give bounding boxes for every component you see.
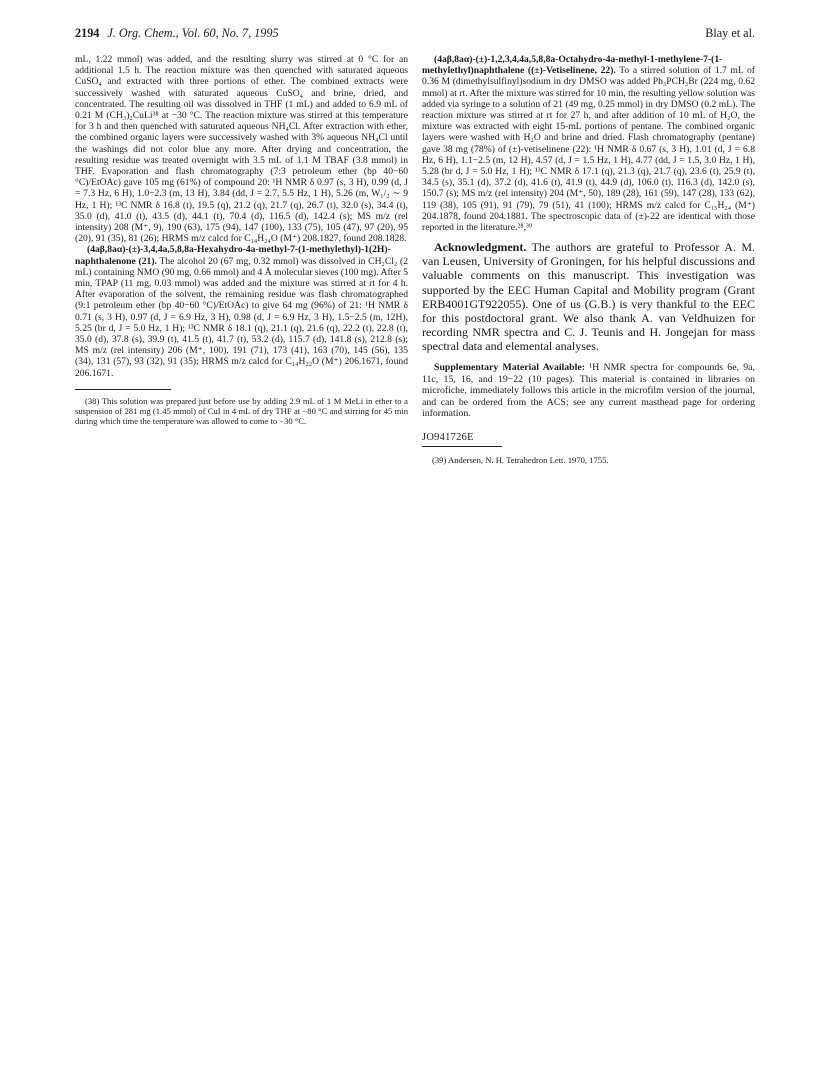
acknowledgment-body: The authors are grateful to Professor A. M. van Leusen, University of Groningen, for his helpful discussions and valuable comments on this manuscript. This investigation was supported by the EEC Human Capital and Mobility program (Grant ERB4001GT922055). One of us (G.B.) is very thankful to the EEC for this postdoctoral grant. We also thank A. van Veldhuizen for recording NMR spectra and C. J. Teunis and H. Jongejan for mass spectral data and elemental analyses. (422, 240, 755, 353)
footnote-38: (38) This solution was prepared just before use by adding 2.9 mL of 1 M MeLi in ether to a suspension of 281 mg (1.45 mmol) of CuI in 4 mL of dry THF at −80 °C and stirring for 45 min during which time the temperature was allowed to come to −30 °C. (75, 395, 408, 426)
experimental-paragraph-compound-21 (75, 244, 408, 378)
compound-22-body: To a stirred solution of 1.7 mL of 0.36 M (dimethylsulfinyl)sodium in dry DMSO was added Ph₃PCH₃Br (224 mg, 0.62 mmol) at rt. After the mixture was stirred for 10 min, the resulting yellow solution was added via syringe to a solution of 21 (49 mg, 0.25 mmol) in dry DMSO (0.2 mL). The reaction mixture was stirred at rt for 27 h, and after addition of 10 mL of H₂O, the mixture was extracted with eight 15-mL portions of pentane. The combined organic layers were washed with H₂O and brine and dried. Flash chromatography (pentane) gave 38 mg (78%) of (±)-vetiselinene (22): ¹H NMR δ 0.67 (s, 3 H), 1.01 (d, J = 6.8 Hz, 6 H), 1.1−2.5 (m, 12 H), 4.57 (d, J = 1.5 Hz, 1 H), 4.77 (dd, J = 1.5, 3.0 Hz, 1 H), 5.28 (br d, J = 5.0 Hz, 1 H); ¹³C NMR δ 17.1 (q), 21.3 (q), 21.7 (q), 23.6 (t), 25.9 (t), 34.5 (s), 35.1 (d), 37.2 (d), 41.6 (t), 41.9 (t), 44.9 (d), 106.0 (t), 116.3 (d), 142.0 (s), 150.7 (s); MS m/z (rel intensity) 204 (M⁺, 50), 189 (28), 161 (59), 147 (28), 133 (62), 119 (38), 105 (91), 91 (79), 79 (51), 41 (100); HRMS m/z calcd for C₁₅H₂₄ (M⁺) 204.1878, found 204.1881. The spectroscopic data of (±)-22 are identical with those reported in the literature.²⁸,³⁹ (422, 65, 755, 234)
running-header (75, 26, 755, 46)
left-column (75, 54, 408, 426)
supplementary-body: ¹H NMR spectra for compounds 6e, 9a, 11c, 15, 16, and 19−22 (10 pages). This material is contained in libraries on microfiche, immediately follows this article in the microfilm version of the journal, and can be ordered from the ACS; see any current masthead page for ordering information. (422, 362, 755, 420)
experimental-paragraph-compound-22 (422, 54, 755, 233)
page-number: 2194 (75, 26, 100, 40)
supplementary-material (422, 362, 755, 420)
footnote-39: (39) Andersen, N. H. Tetrahedron Lett. 1970, 1755. (432, 455, 609, 466)
compound-22-heading: (4aβ,8aα)-(±)-1,2,3,4,4a,5,8,8a-Octahydro-4a-methyl-1-methylene-7-(1-methylethyl)naphthalene ((±)-Vetiselinene, 22). (422, 54, 723, 77)
journal-citation: J. Org. Chem., Vol. 60, No. 7, 1995 (107, 26, 279, 40)
acknowledgment-title: Acknowledgment. (434, 240, 527, 255)
right-column (422, 54, 755, 465)
manuscript-code: JO941726E (422, 431, 474, 443)
acknowledgment-paragraph (422, 240, 755, 353)
supplementary-title: Supplementary Material Available: (434, 362, 585, 373)
compound-21-heading: (4aβ,8aα)-(±)-3,4,4a,5,8,8a-Hexahydro-4a-methyl-7-(1-methylethyl)-1(2H)-naphthalenone (21). (75, 244, 391, 267)
experimental-paragraph-compound-20: mL, 1.22 mmol) was added, and the resulting slurry was stirred at 0 °C for an additional 1.5 h. The reaction mixture was then quenched with saturated aqueous CuSO₄ and extracted with three portions of ether. The combined extracts were successively washed with saturated aqueous CuSO₄ and brine, dried, and concentrated. The resulting oil was dissolved in THF (1 mL) and added to 6.9 mL of 0.21 M (CH₃)₂CuLi³⁸ at −30 °C. The reaction mixture was stirred at this temperature for 3 h and then quenched with saturated aqueous NH₄Cl. After extraction with ether, the combined organic layers were successively washed with 3% aqueous NH₄Cl until the washings did not color blue any more. After drying and concentration, the resulting residue was treated overnight with 3.5 mL of 1.1 M TBAF (3.8 mmol) in THF. Evaporation and flash chromatography (7:3 petroleum ether (bp 40−60 °C)/EtOAc) gave 105 mg (61%) of compound 20: ¹H NMR δ 0.97 (s, 3 H), 0.99 (d, J = 7.3 Hz, 6 H), 1.0−2.3 (m, 13 H), 3.84 (dd, J = 2.7, 5.5 Hz, 1 H), 5.26 (m, W₁/₂ ∼ 9 Hz, 1 H); ¹³C NMR δ 16.8 (t), 19.5 (q), 21.2 (q), 21.7 (q), 26.7 (t), 32.0 (s), 34.4 (t), 35.0 (d), 41.0 (t), 43.5 (d), 44.1 (t), 70.4 (d), 116.5 (d), 142.4 (s); MS m/z (rel intensity) 208 (M⁺, 9), 190 (63), 175 (94), 147 (100), 133 (75), 105 (47), 97 (20), 95 (20), 91 (35), 81 (26); HRMS m/z calcd for C₁₄H₂₄O (M⁺) 208.1827, found 208.1828. (75, 54, 408, 245)
footnote-rule (75, 389, 171, 390)
running-authors: Blay et al. (705, 26, 755, 40)
compound-21-body: The alcohol 20 (67 mg, 0.32 mmol) was dissolved in CH₂Cl₂ (2 mL) containing NMO (90 mg, 0.66 mmol) and 4 Å molecular sieves (100 mg). After 5 min, TPAP (11 mg, 0.03 mmol) was added and the mixture was stirred at rt for 4 h. After evaporation of the solvent, the remaining residue was flash chromatographed (9:1 petroleum ether (bp 40−60 °C)/EtOAc) to give 64 mg (96%) of 21: ¹H NMR δ 0.71 (s, 3 H), 0.97 (d, J = 6.9 Hz, 3 H), 0.98 (d, J = 6.9 Hz, 3 H), 1.5−2.5 (m, 12H), 5.25 (br d, J = 5.0 Hz, 1 H); ¹³C NMR δ 18.1 (q), 21.1 (q), 21.6 (q), 22.2 (t), 22.8 (t), 35.0 (d), 37.8 (s), 39.9 (t), 41.5 (t), 41.7 (t), 53.2 (d), 115.7 (d), 141.8 (s), 212.8 (s); MS m/z (rel intensity) 206 (M⁺, 100), 191 (71), 173 (41), 163 (70), 145 (56), 135 (34), 131 (57), 93 (32), 91 (35); HRMS m/z calcd for C₁₄H₂₂O (M⁺) 206.1671, found 206.1671. (75, 255, 409, 379)
manuscript-code-rule (422, 446, 502, 447)
